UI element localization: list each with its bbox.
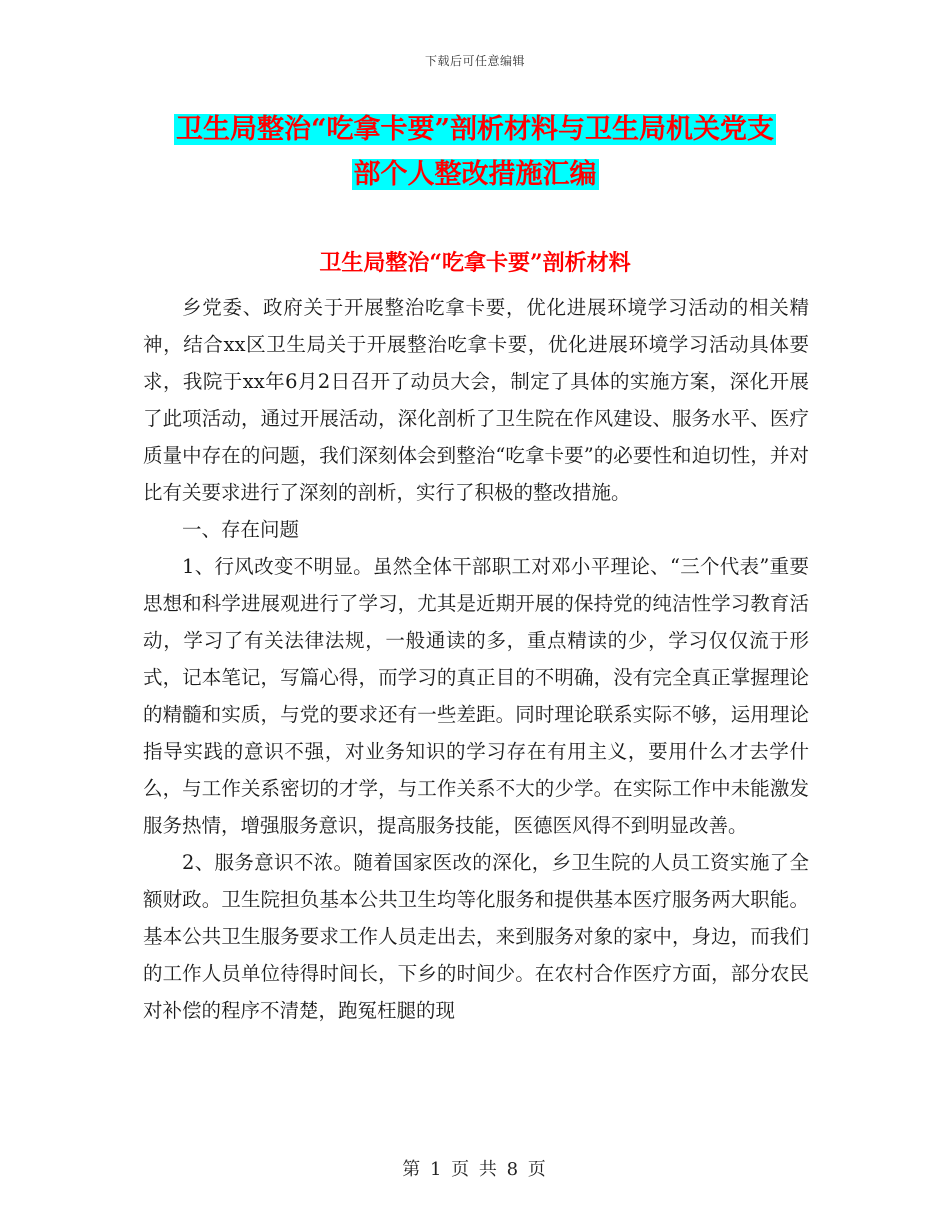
document-title-text-2: 部个人整改措施汇编 (353, 159, 597, 190)
body-paragraph-2: 2、服务意识不浓。随着国家医改的深化，乡卫生院的人员工资实施了全额财政。卫生院担负基本公共卫生均等化服务和提供基本医疗服务两大职能。基本公共卫生服务要求工作人员走出去，来到服务对象的家中，身边，而我们的工作人员单位待得时间长，下乡的时间少。在农村合作医疗方面，部分农民对补偿的程序不清楚，跑冤枉腿的现 (143, 851, 809, 1022)
header-note: 下载后可任意编辑 (424, 54, 525, 68)
section-heading-problems: 一、存在问题 (182, 518, 300, 541)
page-number-footer: 第 1 页 共 8 页 (402, 1159, 548, 1180)
document-body (143, 289, 809, 1029)
body-paragraph-intro: 乡党委、政府关于开展整治吃拿卡要，优化进展环境学习活动的相关精神，结合xx区卫生局关于开展整治吃拿卡要，优化进展环境学习活动具体要求，我院于xx年6月2日召开了动员大会，制定了具体的实施方案，深化开展了此项活动，通过开展活动，深化剖析了卫生院在作风建设、服务水平、医疗质量中存在的问题，我们深刻体会到整治“吃拿卡要”的必要性和迫切性，并对比有关要求进行了深刻的剖析，实行了积极的整改措施。 (143, 296, 809, 504)
body-paragraph-1: 1、行风改变不明显。虽然全体干部职工对邓小平理论、“三个代表”重要思想和科学进展观进行了学习，尤其是近期开展的保持党的纯洁性学习教育活动，学习了有关法律法规，一般通读的多，重点精读的少，学习仅仅流于形式，记本笔记，写篇心得，而学习的真正目的不明确，没有完全真正掌握理论的精髓和实质，与党的要求还有一些差距。同时理论联系实际不够，运用理论指导实践的意识不强，对业务知识的学习存在有用主义，要用什么才去学什么，与工作关系密切的才学，与工作关系不大的少学。在实际工作中未能激发服务热情，增强服务意识，提高服务技能，医德医风得不到明显改善。 (143, 555, 809, 837)
section-title: 卫生局整治“吃拿卡要”剖析材料 (319, 250, 631, 276)
document-title-text-1: 卫生局整治“吃拿卡要”剖析材料与卫生局机关党支 (175, 114, 775, 145)
document-title-line-1 (0, 110, 950, 150)
document-title-line-2 (0, 155, 950, 195)
